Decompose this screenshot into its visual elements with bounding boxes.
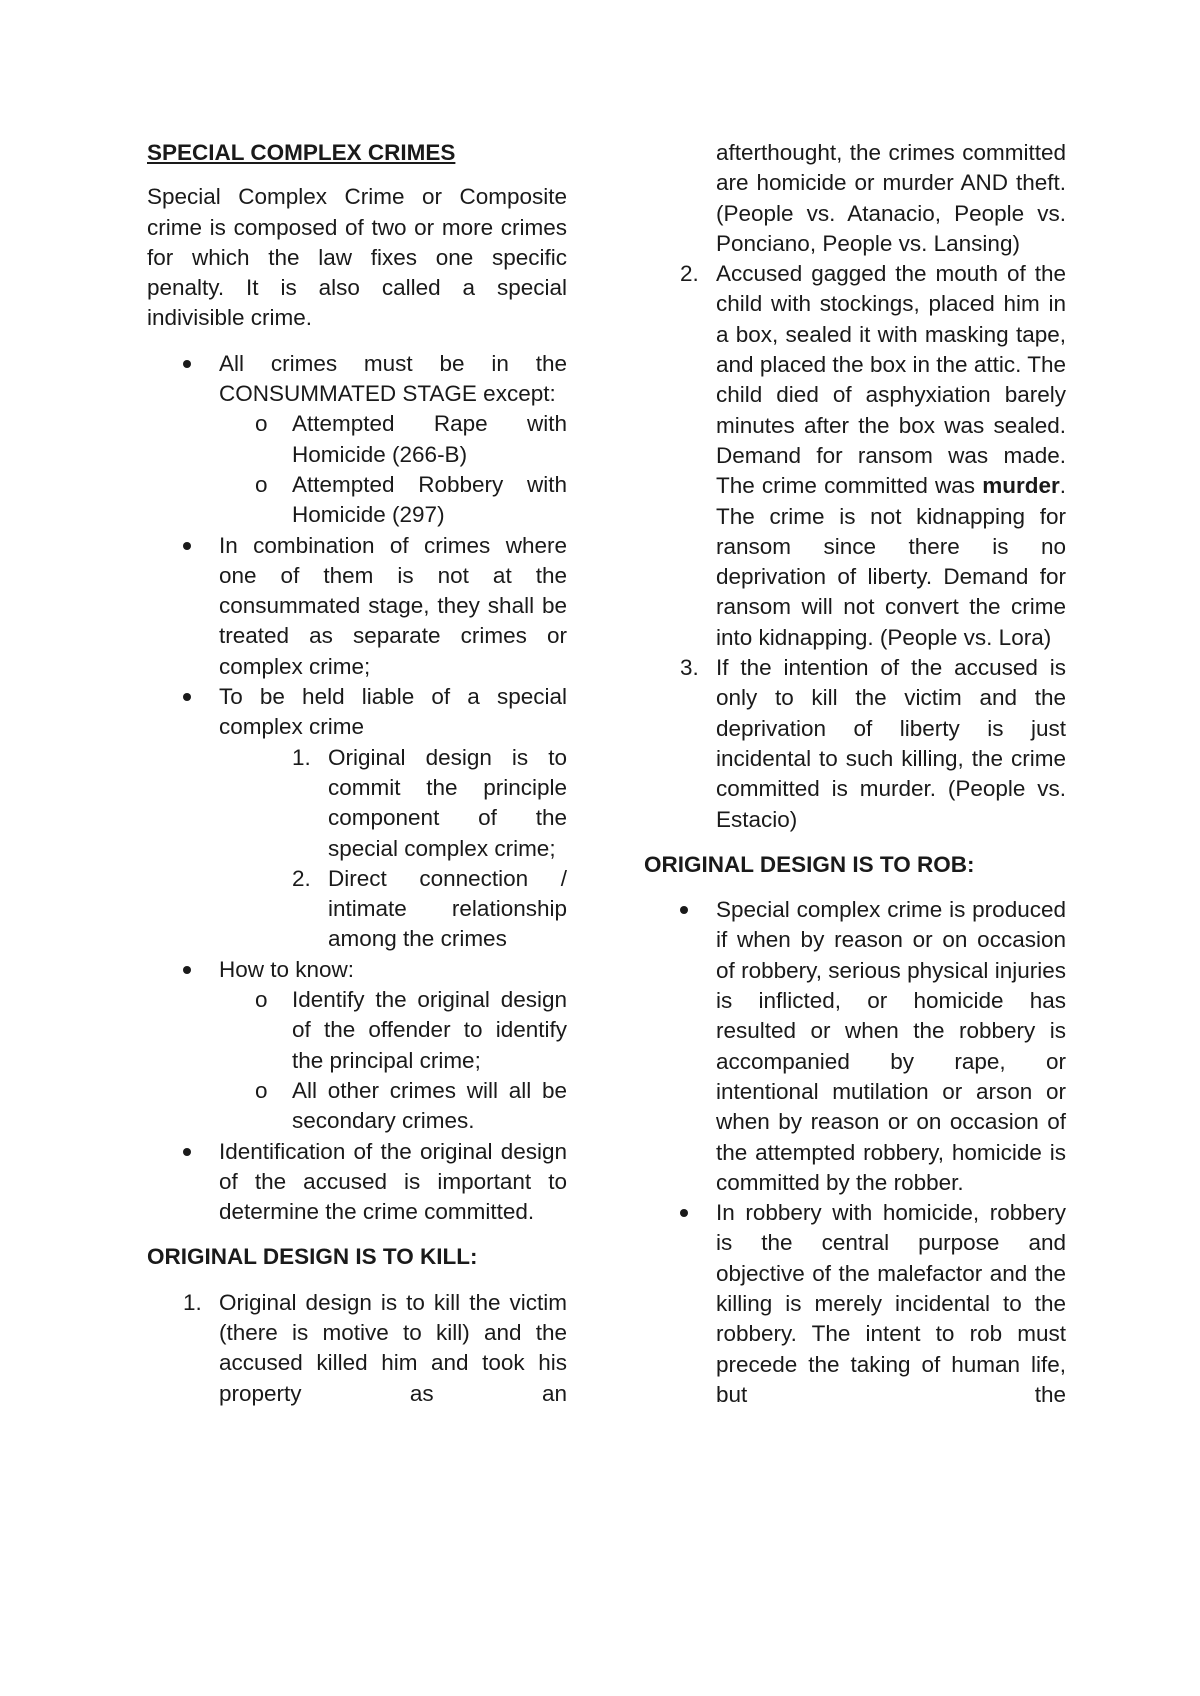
list-item xyxy=(644,653,1066,835)
list-item xyxy=(644,138,1066,259)
kill-item-text: If the intention of the accused is only to kill the victim and the deprivation of liberty is just incidental to such killing, the crime committed is murder. (People vs. Estacio) xyxy=(716,655,1066,832)
kill-heading: ORIGINAL DESIGN IS TO KILL: xyxy=(147,1244,478,1270)
exception-text: Attempted Rape with Homicide (266-B) xyxy=(292,411,567,467)
number-marker: 1. xyxy=(183,1289,202,1315)
list-item xyxy=(147,1288,567,1409)
list-item xyxy=(644,895,1066,1198)
list-item xyxy=(644,1198,1066,1410)
right-column xyxy=(644,138,1066,1410)
kill-item-text: afterthought, the crimes committed are homicide or murder AND theft. (People vs. Atanacio, People vs. Ponciano, People vs. Lansing) xyxy=(716,140,1066,256)
list-item xyxy=(147,1076,567,1137)
list-item xyxy=(147,955,567,985)
bullet-text: Identification of the original design of the accused is important to determine the crime committed. xyxy=(219,1138,567,1225)
requirement-text: Direct connection / intimate relationship among the crimes xyxy=(328,865,567,952)
list-item xyxy=(147,985,567,1076)
how-to-text: All other crimes will all be secondary crimes. xyxy=(292,1077,567,1134)
rob-heading: ORIGINAL DESIGN IS TO ROB: xyxy=(644,851,975,877)
rob-item-text: In robbery with homicide, robbery is the central purpose and objective of the malefactor and the killing is merely incidental to the robbery. The intent to rob must precede the taking of human life, but the xyxy=(716,1200,1066,1407)
bullet-list xyxy=(147,349,567,1228)
kill-item-text: Accused gagged the mouth of the child with stockings, placed him in a box, sealed it with masking tape, and placed the box in the attic. The child died of asphyxiation barely minutes after the box was sealed. Demand for ransom was made. The crime committed was xyxy=(716,261,1066,499)
list-item xyxy=(644,259,1066,653)
section-heading: SPECIAL COMPLEX CRIMES xyxy=(147,140,456,165)
bullet-text: In combination of crimes where one of them is not at the consummated stage, they shall be treated as separate crimes or complex crime; xyxy=(219,532,567,679)
rob-list xyxy=(644,895,1066,1410)
number-marker: 2. xyxy=(680,261,699,287)
sub-bullet-marker: o xyxy=(255,471,268,497)
how-to-text: Identify the original design of the offender to identify the principal crime; xyxy=(292,987,567,1073)
left-column xyxy=(147,138,567,1409)
sub-bullet-marker: o xyxy=(255,987,268,1013)
list-item xyxy=(147,531,567,682)
list-item xyxy=(147,1137,567,1228)
kill-item-text: . The crime is not kidnapping for ransom since there is no deprivation of liberty. Demand for ransom will not convert the crime into kidnapping. (People vs. Lora) xyxy=(716,473,1066,650)
number-marker: 3. xyxy=(680,655,699,681)
list-item xyxy=(147,470,567,531)
list-item xyxy=(147,409,567,470)
kill-list xyxy=(147,1288,567,1409)
bullet-text: To be held liable of a special complex crime xyxy=(219,684,567,740)
number-marker: 1. xyxy=(292,744,311,770)
intro-paragraph: Special Complex Crime or Composite crime is composed of two or more crimes for which the law fixes one specific penalty. It is also called a special indivisible crime. xyxy=(147,184,567,331)
bullet-text: How to know: xyxy=(219,956,355,982)
bullet-text: All crimes must be in the CONSUMMATED STAGE except: xyxy=(219,350,567,407)
kill-item-text: Original design is to kill the victim (there is motive to kill) and the accused killed him and took his property as an xyxy=(219,1289,567,1406)
list-item xyxy=(147,682,567,743)
number-marker: 2. xyxy=(292,865,311,891)
requirement-text: Original design is to commit the principle component of the special complex crime; xyxy=(328,744,567,861)
exception-text: Attempted Robbery with Homicide (297) xyxy=(292,471,567,528)
sub-bullet-marker: o xyxy=(255,1077,268,1103)
list-item xyxy=(147,864,567,955)
kill-list-continued xyxy=(644,138,1066,835)
emphasis-murder: murder xyxy=(982,473,1060,499)
rob-item-text: Special complex crime is produced if when by reason or on occasion of robbery, serious physical injuries is inflicted, or homicide has resulted or when the robbery is accompanied by rape, or intentional mutilation or arson or when by reason or on occasion of the attempted robbery, homicide is committed by the robber. xyxy=(716,897,1066,1195)
list-item xyxy=(147,743,567,864)
sub-bullet-marker: o xyxy=(255,411,268,437)
list-item xyxy=(147,349,567,410)
